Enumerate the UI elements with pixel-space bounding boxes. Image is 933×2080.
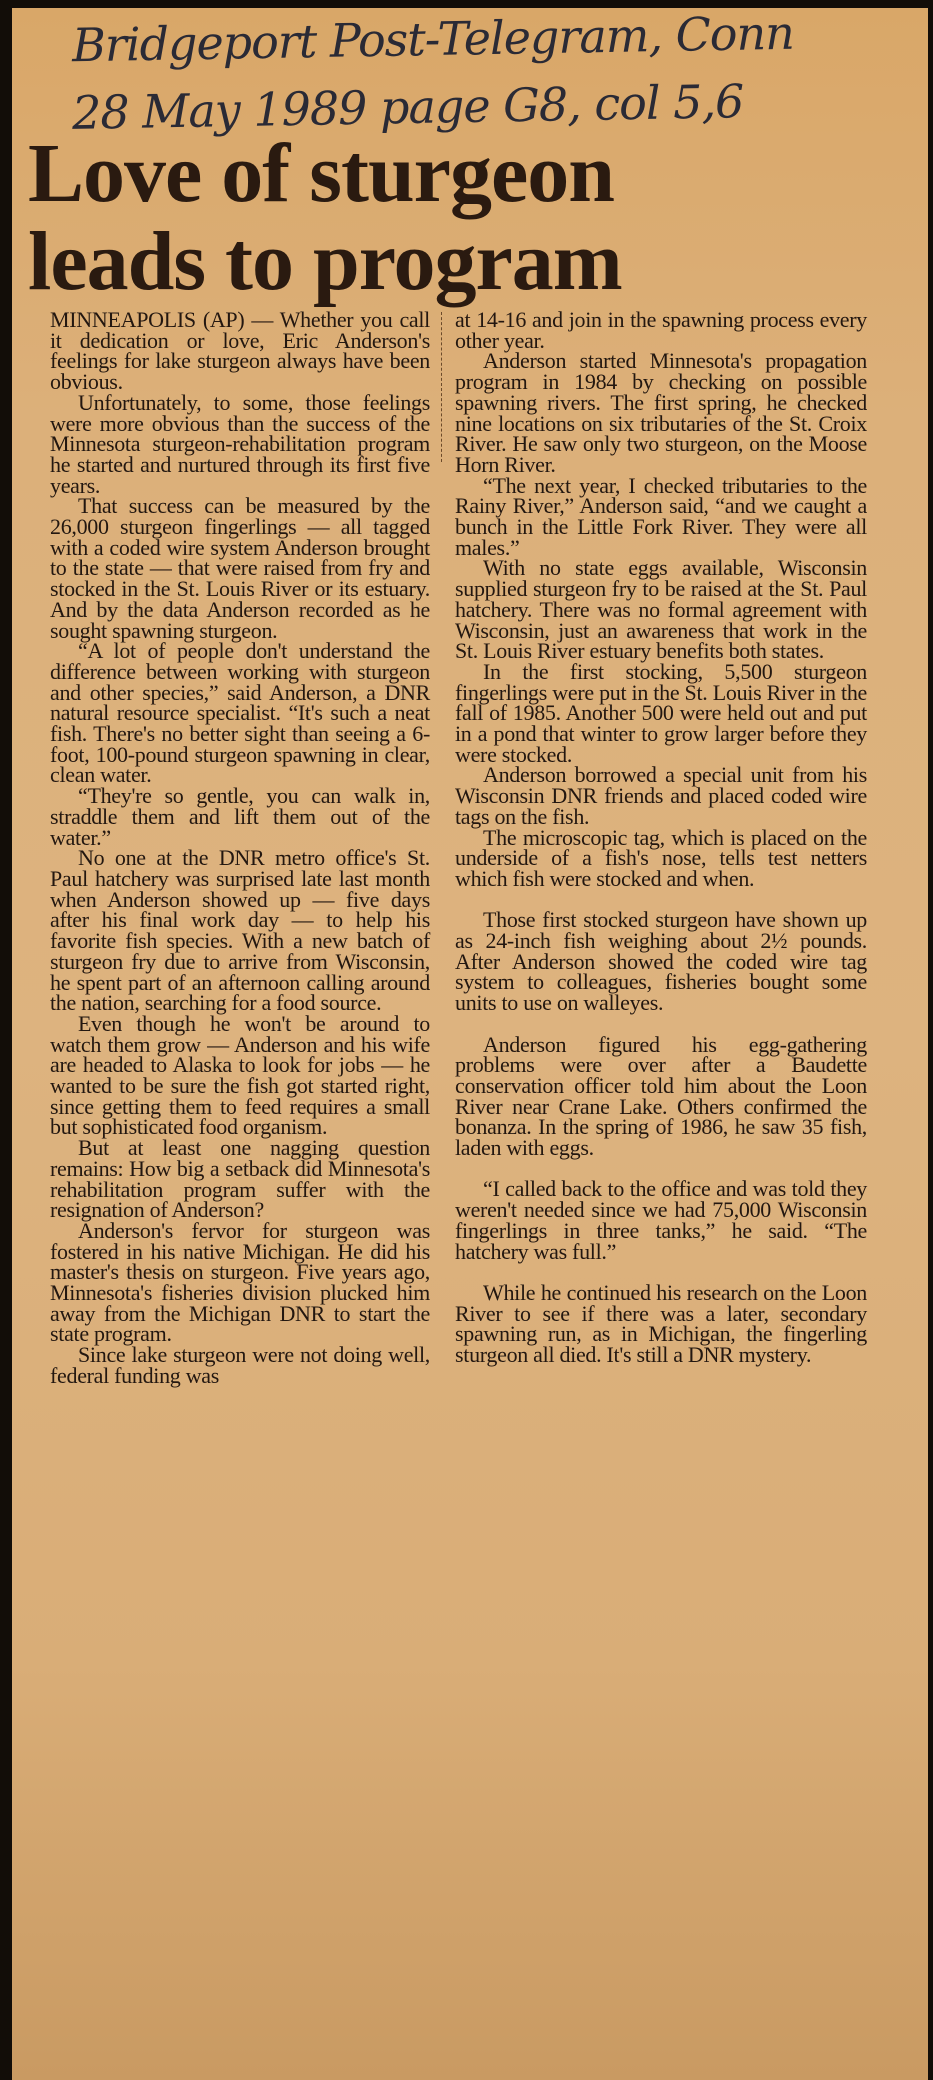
paragraph: Anderson started Minnesota's propagation program in 1984 by checking on possible spawning rivers. The first spring, he checked nine locations on six tributaries of the St. Croix River. He saw only two sturgeon, on the Moose Horn River.	[455, 348, 867, 477]
headline-line-1: Love of sturgeon	[28, 127, 614, 220]
paragraph: While he continued his research on the Loon River to see if there was a later, secondary spawning run, as in Michigan, the fingerling sturgeon all died. It's still a DNR mystery.	[455, 1279, 867, 1368]
paragraph: The microscopic tag, which is placed on the underside of a fish's nose, tells test netters which fish were stocked and when.	[455, 824, 867, 891]
paragraph: “The next year, I checked tributaries to the Rainy River,” Anderson said, “and we caught a bunch in the Little Fork River. They were all males.”	[455, 472, 867, 560]
paragraph: But at least one nagging question remains: How big a setback did Minnesota's rehabilitation program suffer with the resignation of Anderson?	[50, 1135, 430, 1223]
paragraph: Anderson borrowed a special unit from his Wisconsin DNR friends and placed coded wire tags on the fish.	[455, 762, 867, 829]
paragraph: Unfortunately, to some, those feelings were more obvious than the success of the Minnesota sturgeon-rehabilitation program he started and nurtured through its first five years.	[50, 389, 430, 498]
paragraph: Anderson's fervor for sturgeon was fostered in his native Michigan. He did his master's thesis on sturgeon. Five years ago, Minnesota's fisheries division plucked him away from the Michigan DNR to start the state program.	[50, 1217, 430, 1347]
paragraph: at 14-16 and join in the spawning process every other year.	[455, 307, 867, 353]
paragraph: That success can be measured by the 26,000 sturgeon fingerlings — all tagged with a coded wire system Anderson brought to the state — that were raised from fry and stocked in the St. Louis River or its estuary. And by the data Anderson recorded as he sought spawning sturgeon.	[50, 493, 430, 643]
paragraph: “I called back to the office and was told they weren't needed since we had 75,000 Wisconsin fingerlings in three tanks,” he said. “The hatchery was full.”	[455, 1176, 867, 1264]
paragraph: Anderson figured his egg-gathering problems were over after a Baudette conservation officer told him about the Loon River near Crane Lake. Others confirmed the bonanza. In the spring of 1986, he saw 35 fish, laden with eggs.	[455, 1031, 867, 1161]
paragraph: Even though he won't be around to watch them grow — Anderson and his wife are headed to Alaska to look for jobs — he wanted to be sure the fish got started right, since getting them to feed requires a small but sophisticated food organism.	[50, 1010, 430, 1140]
paragraph: No one at the DNR metro office's St. Paul hatchery was surprised late last month when Anderson showed up — five days after his final work day — to help his favorite fish species. With a new batch of sturgeon fry due to arrive from Wisconsin, he spent part of an afternoon calling around the nation, searching for a food source.	[50, 845, 430, 1016]
headline-line-2: leads to program	[28, 215, 622, 308]
column-divider	[441, 312, 443, 462]
article-column-right	[455, 307, 867, 1368]
paragraph: In the first stocking, 5,500 sturgeon fingerlings were put in the St. Louis River in the fall of 1985. Another 500 were held out and put in a pond that winter to grow larger before they were stocked.	[455, 658, 867, 767]
paragraph: “They're so gentle, you can walk in, straddle them and lift them out of the water.”	[50, 783, 430, 850]
paragraph: With no state eggs available, Wisconsin supplied sturgeon fry to be raised at the St. Paul hatchery. There was no formal agreement with Wisconsin, just an awareness that work in the St. Louis River estuary benefits both states.	[455, 555, 867, 664]
handwritten-source-note: Bridgeport Post-Telegram, Conn	[71, 5, 795, 73]
paragraph: “A lot of people don't understand the difference between working with sturgeon and other species,” said Anderson, a DNR natural resource specialist. “It's such a neat fish. There's no better sight than seeing a 6-foot, 100-pound sturgeon spawning in clear, clean water.	[50, 638, 430, 788]
handwritten-date-note: 28 May 1989 page G8, col 5,6	[71, 74, 744, 140]
article-column-left	[50, 307, 430, 1388]
paragraph: Those first stocked sturgeon have shown up as 24-inch fish weighing about 2½ pounds. After Anderson showed the coded wire tag system to colleagues, fisheries bought some units to use on walleyes.	[455, 907, 867, 1016]
paragraph: MINNEAPOLIS (AP) — Whether you call it dedication or love, Eric Anderson's feelings for lake sturgeon always have been obvious.	[50, 307, 430, 395]
paragraph: Since lake sturgeon were not doing well, federal funding was	[50, 1342, 430, 1388]
